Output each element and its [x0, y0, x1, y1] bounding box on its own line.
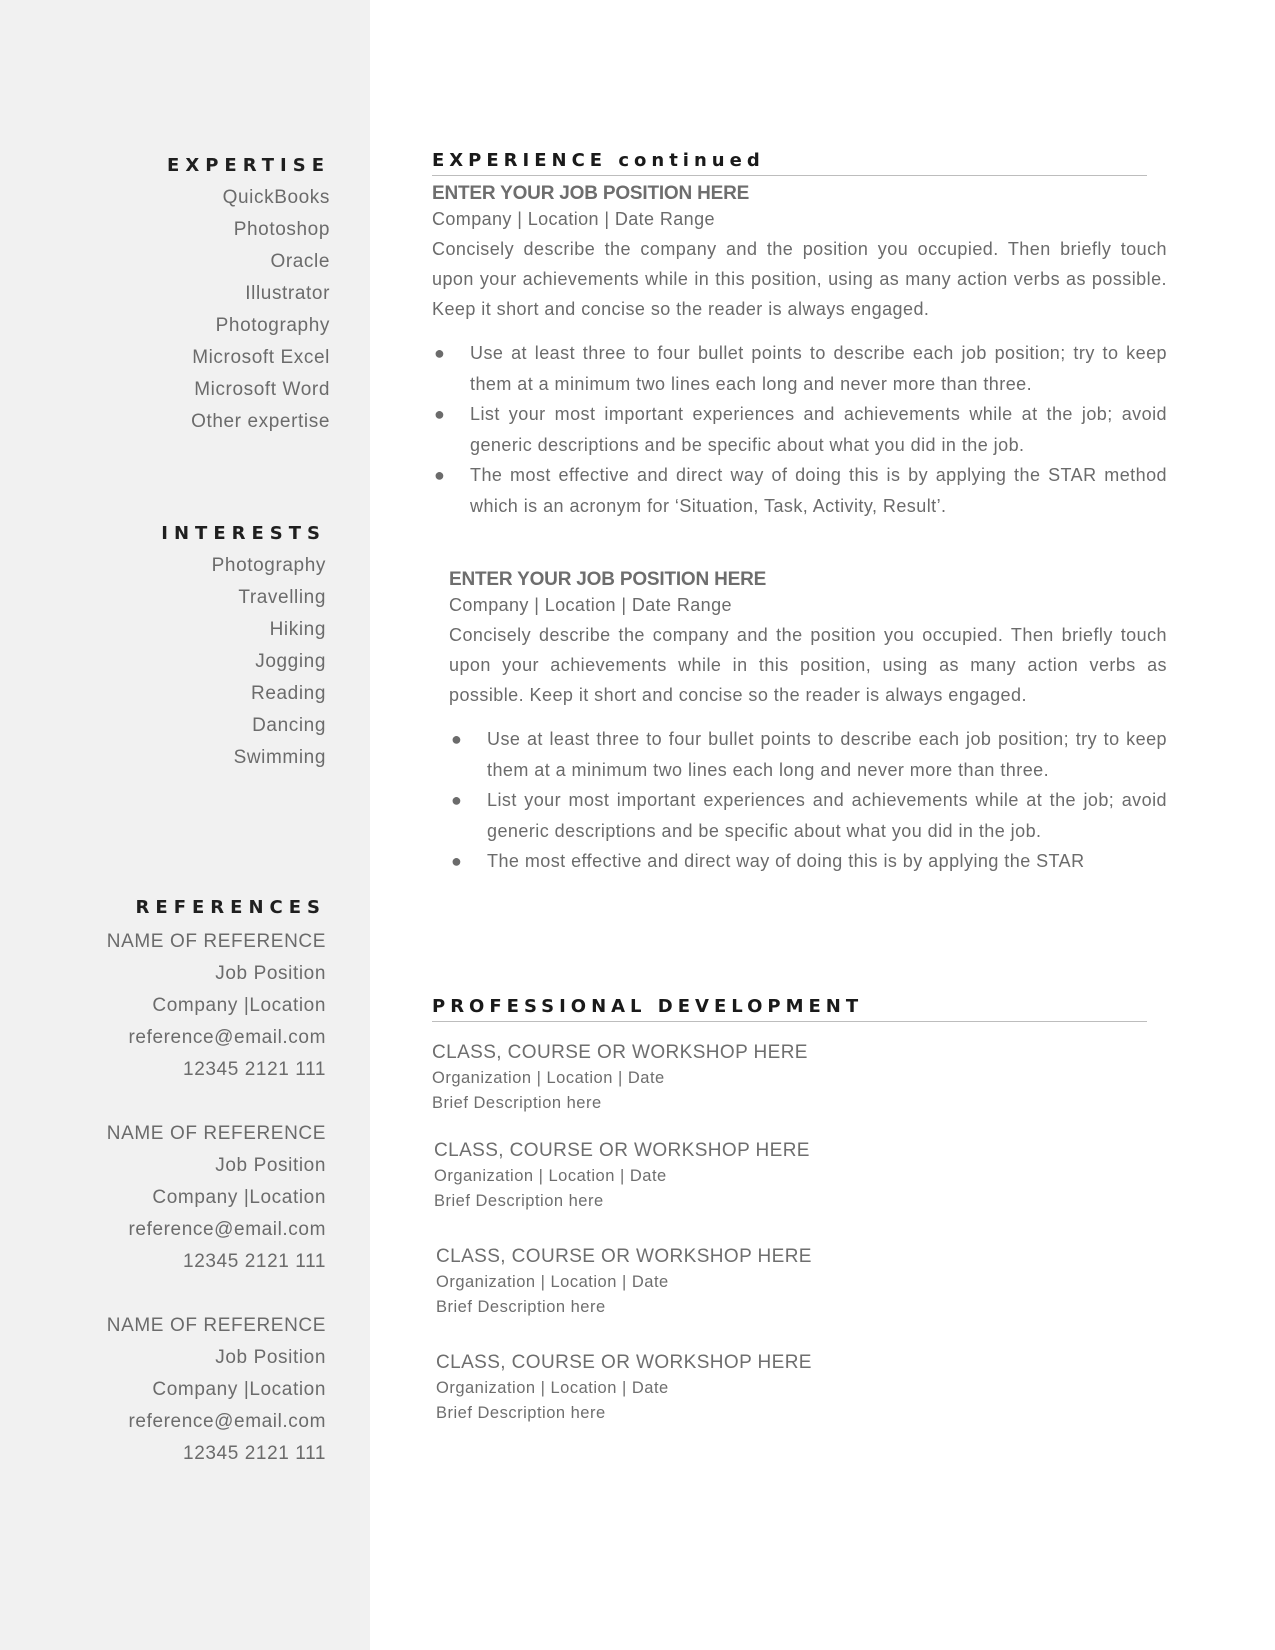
expertise-item: Photoshop — [233, 219, 330, 240]
bullet-item — [449, 785, 1167, 846]
job-meta: Company | Location | Date Range — [432, 209, 715, 229]
reference-company: Company |Location — [152, 995, 326, 1016]
bullet-text: List your most important experiences and achievements while at the job; avoid generic descriptions and be specific about what you did in the job. — [470, 404, 1167, 455]
bullet-item — [449, 846, 1167, 877]
experience-section — [432, 150, 1147, 176]
course-meta: Organization | Location | Date — [432, 1069, 665, 1087]
reference-email: reference@email.com — [128, 1027, 326, 1048]
course-title: CLASS, COURSE OR WORKSHOP HERE — [434, 1140, 810, 1161]
bullet-item — [432, 338, 1167, 399]
reference-phone: 12345 2121 111 — [183, 1251, 326, 1272]
reference-name: NAME OF REFERENCE — [106, 1123, 326, 1144]
course-description: Brief Description here — [434, 1192, 604, 1210]
bullet-icon: ● — [434, 343, 446, 363]
expertise-item: Microsoft Word — [194, 379, 330, 400]
expertise-item: Oracle — [270, 251, 330, 272]
bullet-text: List your most important experiences and achievements while at the job; avoid generic descriptions and be specific about what you did in the job. — [487, 790, 1167, 841]
course-meta: Organization | Location | Date — [436, 1273, 669, 1291]
course-description: Brief Description here — [432, 1094, 602, 1112]
course-entry — [432, 1040, 932, 1116]
job-title: ENTER YOUR JOB POSITION HERE — [432, 183, 750, 204]
job-description: Concisely describe the company and the position you occupied. Then briefly touch upon your achievements while in this position, using as many action verbs as possible. Keep it short and concise so the reader is always engaged. — [432, 239, 1167, 319]
interest-item: Photography — [211, 555, 326, 576]
expertise-item: Other expertise — [191, 411, 330, 432]
job-meta: Company | Location | Date Range — [449, 595, 732, 615]
experience-heading: EXPERIENCE continued — [432, 150, 1147, 176]
reference-phone: 12345 2121 111 — [183, 1443, 326, 1464]
interests-section — [0, 523, 326, 774]
bullet-icon: ● — [451, 851, 463, 871]
reference-entry — [0, 1118, 326, 1278]
expertise-item: QuickBooks — [222, 187, 330, 208]
references-heading: REFERENCES — [135, 897, 326, 918]
interests-heading: INTERESTS — [161, 523, 326, 544]
job-entry — [449, 569, 1167, 877]
course-title: CLASS, COURSE OR WORKSHOP HERE — [436, 1352, 812, 1373]
reference-company: Company |Location — [152, 1187, 326, 1208]
interest-item: Dancing — [252, 715, 326, 736]
expertise-item: Photography — [215, 315, 330, 336]
bullet-icon: ● — [434, 404, 446, 424]
job-description: Concisely describe the company and the position you occupied. Then briefly touch upon your achievements while in this position, using as many action verbs as possible. Keep it short and concise so the reader is always engaged. — [449, 625, 1167, 705]
development-section — [432, 996, 1147, 1022]
course-entry — [436, 1244, 932, 1320]
expertise-section — [0, 155, 330, 438]
reference-position: Job Position — [215, 963, 326, 984]
bullet-item — [449, 724, 1167, 785]
bullet-icon: ● — [434, 465, 446, 485]
course-entry — [434, 1138, 932, 1214]
course-title: CLASS, COURSE OR WORKSHOP HERE — [436, 1246, 812, 1267]
course-description: Brief Description here — [436, 1298, 606, 1316]
expertise-item: Illustrator — [245, 283, 330, 304]
reference-name: NAME OF REFERENCE — [106, 931, 326, 952]
bullet-icon: ● — [451, 790, 463, 810]
reference-email: reference@email.com — [128, 1411, 326, 1432]
job-title: ENTER YOUR JOB POSITION HERE — [449, 569, 767, 590]
reference-name: NAME OF REFERENCE — [106, 1315, 326, 1336]
reference-position: Job Position — [215, 1155, 326, 1176]
bullet-item — [432, 460, 1167, 521]
course-list — [432, 1040, 932, 1448]
course-description: Brief Description here — [436, 1404, 606, 1422]
interest-item: Reading — [251, 683, 326, 704]
reference-entry — [0, 926, 326, 1086]
course-meta: Organization | Location | Date — [436, 1379, 669, 1397]
job-entry — [432, 183, 1167, 521]
bullet-item — [432, 399, 1167, 460]
course-meta: Organization | Location | Date — [434, 1167, 667, 1185]
references-section — [0, 897, 326, 1470]
interest-item: Hiking — [269, 619, 326, 640]
interest-item: Swimming — [233, 747, 326, 768]
reference-email: reference@email.com — [128, 1219, 326, 1240]
interest-item: Travelling — [238, 587, 326, 608]
course-title: CLASS, COURSE OR WORKSHOP HERE — [432, 1042, 808, 1063]
job-bullets — [432, 338, 1167, 521]
job-bullets — [449, 724, 1167, 877]
bullet-text: Use at least three to four bullet points to describe each job position; try to keep them at a minimum two lines each long and never more than three. — [487, 729, 1167, 780]
bullet-icon: ● — [451, 729, 463, 749]
reference-entry — [0, 1310, 326, 1470]
reference-position: Job Position — [215, 1347, 326, 1368]
bullet-text: The most effective and direct way of doing this is by applying the STAR — [487, 851, 1085, 871]
expertise-item: Microsoft Excel — [192, 347, 330, 368]
development-heading: PROFESSIONAL DEVELOPMENT — [432, 996, 1147, 1022]
bullet-text: The most effective and direct way of doing this is by applying the STAR method which is an acronym for ‘Situation, Task, Activity, Result’. — [470, 465, 1167, 516]
reference-company: Company |Location — [152, 1379, 326, 1400]
bullet-text: Use at least three to four bullet points to describe each job position; try to keep them at a minimum two lines each long and never more than three. — [470, 343, 1167, 394]
course-entry — [436, 1350, 932, 1426]
reference-phone: 12345 2121 111 — [183, 1059, 326, 1080]
sidebar — [0, 0, 370, 1650]
expertise-heading: EXPERTISE — [167, 155, 330, 176]
interest-item: Jogging — [255, 651, 326, 672]
